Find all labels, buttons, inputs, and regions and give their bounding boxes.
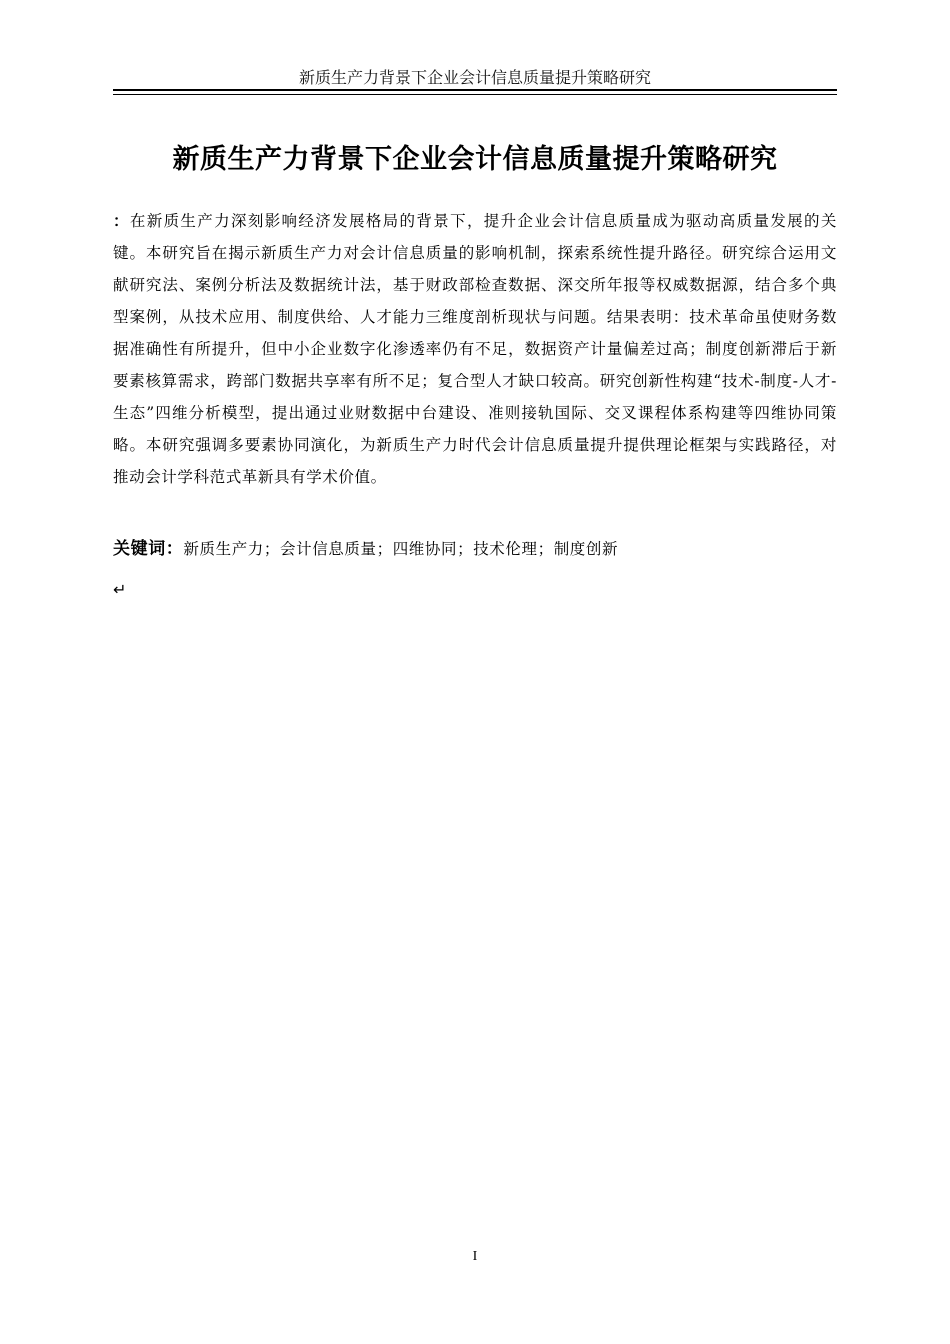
page-number: I bbox=[472, 1249, 478, 1264]
abstract-label: ： bbox=[113, 212, 130, 230]
keywords-text: 新质生产力；会计信息质量；四维协同；技术伦理；制度创新 bbox=[183, 540, 619, 558]
keywords-label: 关键词： bbox=[113, 539, 184, 559]
abstract-paragraph bbox=[113, 205, 837, 493]
paragraph-mark-icon: ↵ bbox=[113, 580, 127, 599]
abstract-text: 在新质生产力深刻影响经济发展格局的背景下，提升企业会计信息质量成为驱动高质量发展的关键。本研究旨在揭示新质生产力对会计信息质量的影响机制，探索系统性提升路径。研究综合运用文献研究法、案例分析法及数据统计法，基于财政部检查数据、深交所年报等权威数据源，结合多个典型案例，从技术应用、制度供给、人才能力三维度剖析现状与问题。结果表明：技术革命虽使财务数据准确性有所提升，但中小企业数字化渗透率仍有不足，数据资产计量偏差过高；制度创新滞后于新要素核算需求，跨部门数据共享率有所不足；复合型人才缺口较高。研究创新性构建“技术-制度-人才-生态”四维分析模型，提出通过业财数据中台建设、准则接轨国际、交叉课程体系构建等四维协同策略。本研究强调多要素协同演化，为新质生产力时代会计信息质量提升提供理论框架与实践路径，对推动会计学科范式革新具有学术价值。 bbox=[113, 212, 837, 486]
header-rule bbox=[113, 89, 837, 91]
header-rule-thin bbox=[113, 94, 837, 95]
keywords-line bbox=[113, 535, 837, 563]
running-header: 新质生产力背景下企业会计信息质量提升策略研究 bbox=[298, 68, 651, 87]
document-title: 新质生产力背景下企业会计信息质量提升策略研究 bbox=[172, 144, 778, 175]
